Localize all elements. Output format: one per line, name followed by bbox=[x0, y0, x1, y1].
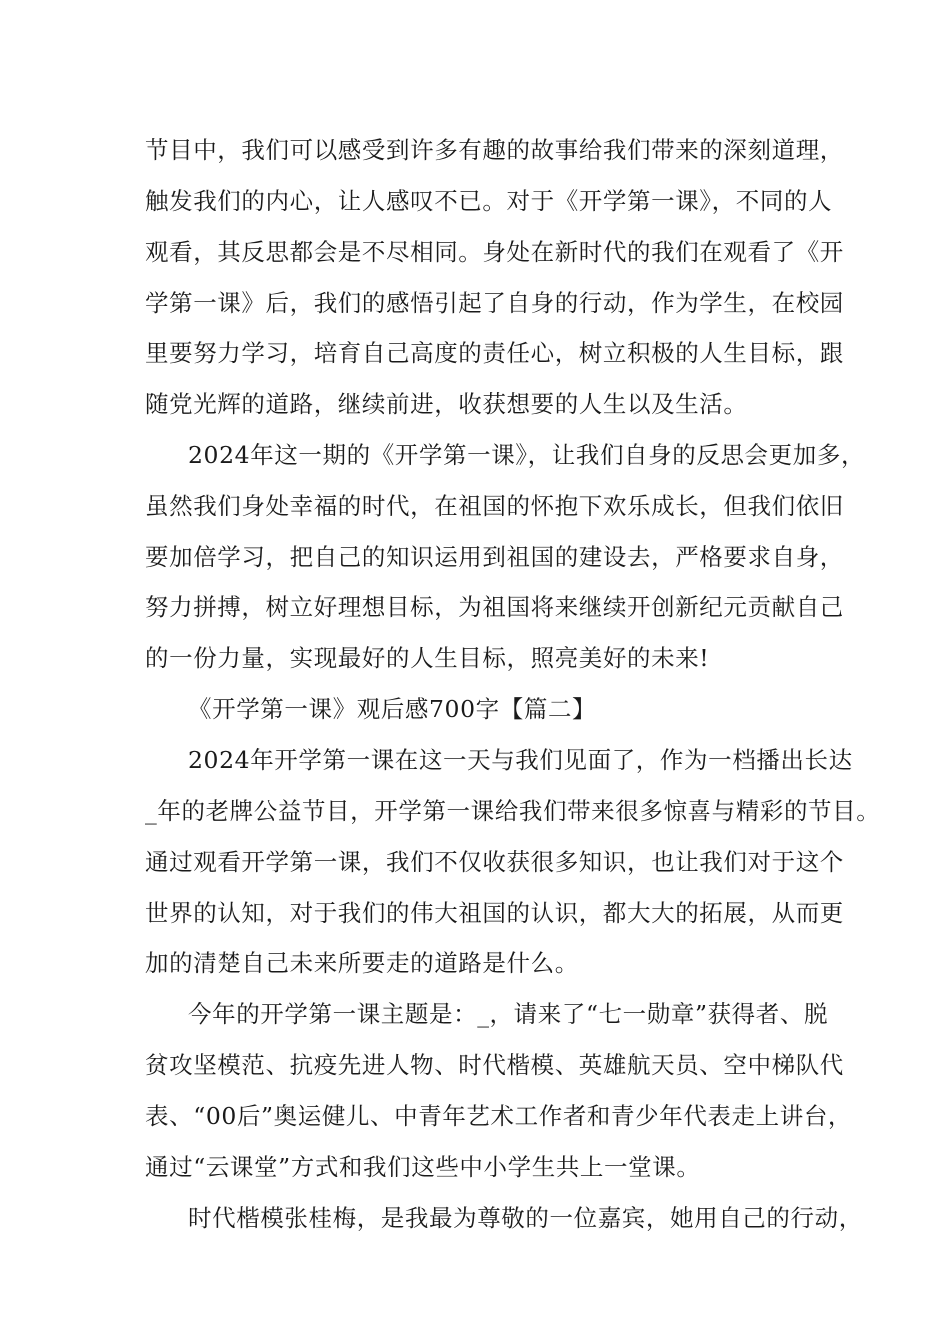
section-heading: 《开学第一课》观后感700字【篇二】 bbox=[188, 695, 597, 723]
body-text-line: 加的清楚自己未来所要走的道路是什么。 bbox=[145, 949, 579, 977]
body-text-line: 触发我们的内心，让人感叹不已。对于《开学第一课》，不同的人 bbox=[145, 187, 833, 215]
body-text-line: _年的老牌公益节目，开学第一课给我们带来很多惊喜与精彩的节目。 bbox=[145, 797, 881, 825]
paragraph-first-line: 2024年开学第一课在这一天与我们见面了，作为一档播出长达 bbox=[188, 746, 853, 774]
body-text-line: 表、“00后”奥运健儿、中青年艺术工作者和青少年代表走上讲台， bbox=[145, 1102, 853, 1130]
body-text-line: 通过观看开学第一课，我们不仅收获很多知识，也让我们对于这个 bbox=[145, 848, 844, 876]
body-text-line: 节目中，我们可以感受到许多有趣的故事给我们带来的深刻道理， bbox=[145, 136, 844, 164]
body-text-line: 里要努力学习，培育自己高度的责任心，树立积极的人生目标，跟 bbox=[145, 339, 844, 367]
body-text-line: 随党光辉的道路，继续前进，收获想要的人生以及生活。 bbox=[145, 390, 748, 418]
body-text-line: 世界的认知，对于我们的伟大祖国的认识，都大大的拓展，从而更 bbox=[145, 899, 844, 927]
paragraph-first-line: 今年的开学第一课主题是：_，请来了“七一勋章”获得者、脱 bbox=[188, 1000, 829, 1028]
body-text-line: 学第一课》后，我们的感悟引起了自身的行动，作为学生，在校园 bbox=[145, 289, 844, 317]
body-text-line: 要加倍学习，把自己的知识运用到祖国的建设去，严格要求自身， bbox=[145, 543, 844, 571]
body-text-line: 观看，其反思都会是不尽相同。身处在新时代的我们在观看了《开 bbox=[145, 238, 844, 266]
body-text-line: 努力拼搏，树立好理想目标，为祖国将来继续开创新纪元贡献自己 bbox=[145, 593, 844, 621]
body-text-line: 贫攻坚模范、抗疫先进人物、时代楷模、英雄航天员、空中梯队代 bbox=[145, 1051, 844, 1079]
body-text-line: 虽然我们身处幸福的时代，在祖国的怀抱下欢乐成长，但我们依旧 bbox=[145, 492, 844, 520]
body-text-line: 的一份力量，实现最好的人生目标，照亮美好的未来! bbox=[145, 644, 710, 672]
paragraph-first-line: 2024年这一期的《开学第一课》，让我们自身的反思会更加多， bbox=[188, 441, 866, 469]
body-text-line: 通过“云课堂”方式和我们这些中小学生共上一堂课。 bbox=[145, 1153, 701, 1181]
paragraph-first-line: 时代楷模张桂梅，是我最为尊敬的一位嘉宾，她用自己的行动， bbox=[188, 1204, 863, 1232]
